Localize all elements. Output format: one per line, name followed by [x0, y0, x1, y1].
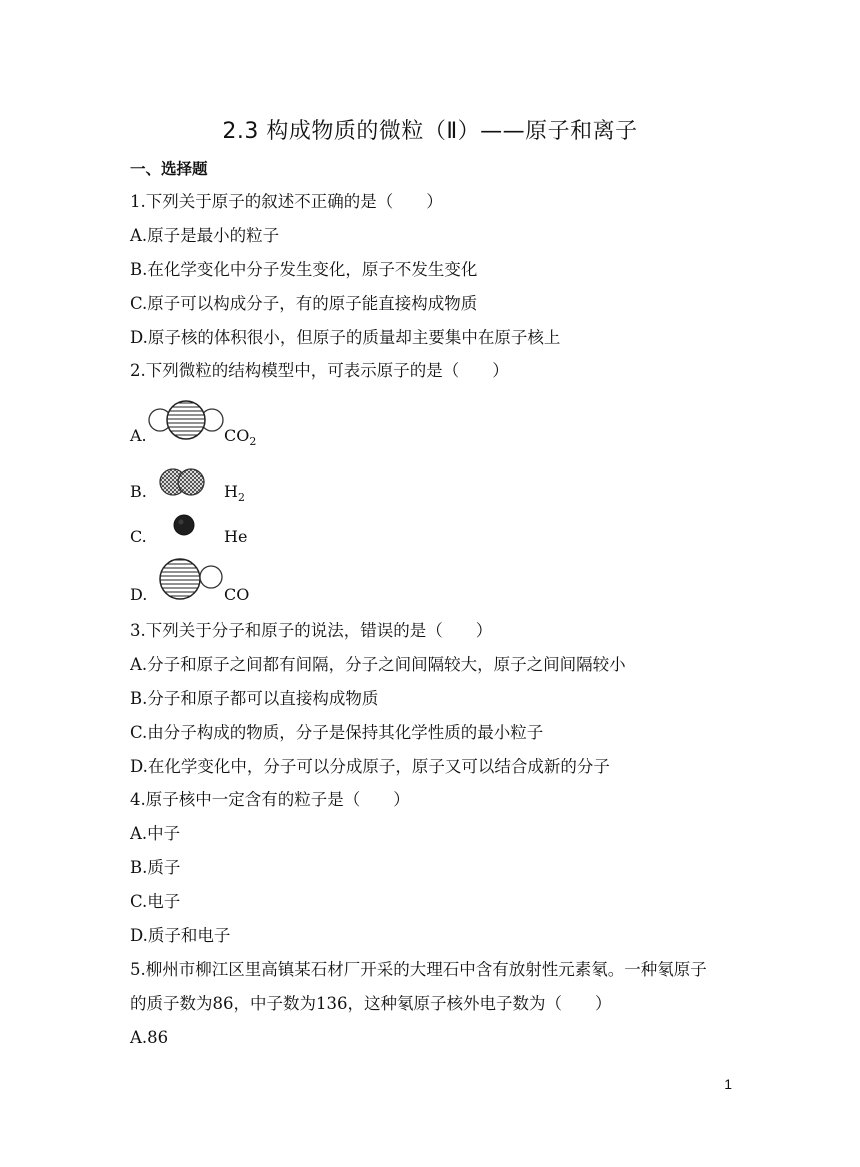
q2-option-d-letter: D. [130, 585, 148, 604]
he-atom-model [170, 511, 198, 539]
q2-stem: 2.下列微粒的结构模型中，可表示原子的是（ ） [130, 361, 509, 380]
co-molecule-model [156, 555, 228, 603]
page-number: 1 [724, 1076, 732, 1092]
q4-option-c: C.电子 [130, 892, 181, 911]
q2-option-c-formula: He [224, 527, 248, 546]
q2-option-d-formula: CO [224, 585, 250, 604]
h2-formula-text: H [224, 482, 238, 501]
co2-molecule-model [146, 398, 226, 444]
q5-stem-line2: 的质子数为86，中子数为136，这种氡原子核外电子数为（ ） [130, 994, 612, 1013]
q3-option-d: D.在化学变化中，分子可以分成原子，原子又可以结合成新的分子 [130, 757, 610, 776]
q2-option-b-letter: B. [130, 482, 147, 501]
page-title: 2.3 构成物质的微粒（Ⅱ）——原子和离子 [222, 119, 638, 144]
q1-option-a: A.原子是最小的粒子 [130, 226, 280, 245]
q1-option-d: D.原子核的体积很小，但原子的质量却主要集中在原子核上 [130, 328, 561, 347]
q4-option-b: B.质子 [130, 858, 181, 877]
q5-stem-line1: 5.柳州市柳江区里高镇某石材厂开采的大理石中含有放射性元素氡。一种氡原子 [130, 960, 707, 979]
q1-option-c: C.原子可以构成分子，有的原子能直接构成物质 [130, 294, 478, 313]
q3-option-c: C.由分子构成的物质，分子是保持其化学性质的最小粒子 [130, 723, 544, 742]
q3-option-a: A.分子和原子之间都有间隔，分子之间间隔较大，原子之间间隔较小 [130, 655, 626, 674]
co2-subscript: 2 [249, 435, 257, 449]
q1-stem: 1.下列关于原子的叙述不正确的是（ ） [130, 192, 443, 211]
q4-option-a: A.中子 [130, 824, 181, 843]
q1-option-b: B.在化学变化中分子发生变化，原子不发生变化 [130, 260, 478, 279]
q2-option-a-letter: A. [130, 426, 147, 445]
q2-option-a-formula [224, 426, 256, 448]
co2-formula-text: CO [224, 426, 250, 445]
h2-molecule-model [157, 464, 207, 500]
section-heading: 一、选择题 [130, 160, 208, 178]
q2-option-b-formula [224, 482, 245, 504]
h2-subscript: 2 [237, 491, 245, 505]
q4-option-d: D.质子和电子 [130, 926, 231, 945]
q2-option-c-letter: C. [130, 527, 147, 546]
q3-stem: 3.下列关于分子和原子的说法，错误的是（ ） [130, 621, 493, 640]
q4-stem: 4.原子核中一定含有的粒子是（ ） [130, 790, 410, 809]
q3-option-b: B.分子和原子都可以直接构成物质 [130, 689, 379, 708]
q5-option-a: A.86 [130, 1028, 169, 1047]
